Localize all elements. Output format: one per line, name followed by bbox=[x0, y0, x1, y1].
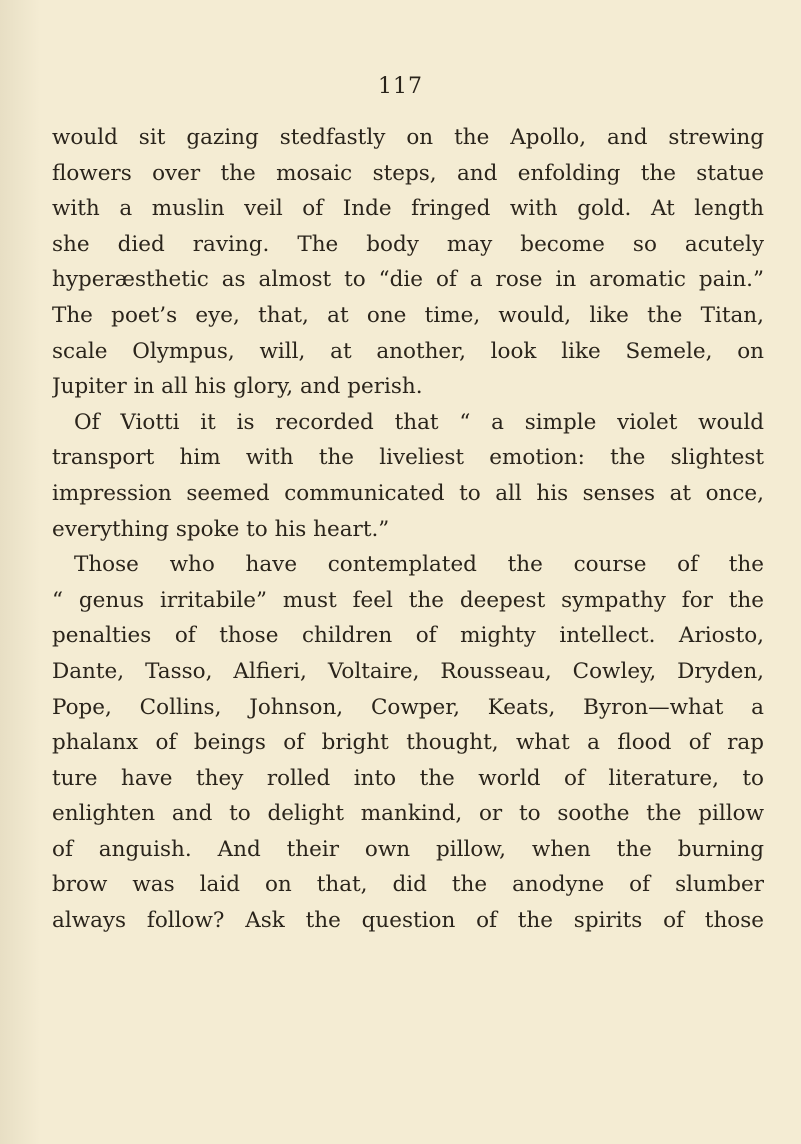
text-line: Of Viotti it is recorded that “ a simple violet would bbox=[74, 409, 764, 435]
text-line: flowers over the mosaic steps, and enfolding the statue bbox=[52, 160, 764, 186]
text-line: The poet’s eye, that, at one time, would, like the Titan, bbox=[52, 302, 764, 328]
text-line: impression seemed communicated to all his senses at once, bbox=[52, 480, 764, 506]
text-line: of anguish. And their own pillow, when the burning bbox=[52, 836, 764, 862]
body-text bbox=[52, 120, 764, 939]
text-line: phalanx of beings of bright thought, what a flood of rap bbox=[52, 730, 764, 756]
text-line: brow was laid on that, did the anodyne of slumber bbox=[52, 872, 764, 898]
text-line: she died raving. The body may become so acutely bbox=[52, 231, 764, 257]
text-line: transport him with the liveliest emotion: the slightest bbox=[52, 445, 764, 471]
text-line: Jupiter in all his glory, and perish. bbox=[52, 374, 423, 400]
text-line: would sit gazing stedfastly on the Apollo, and strewing bbox=[52, 125, 764, 150]
text-line: always follow? Ask the question of the spirits of those bbox=[52, 908, 764, 934]
text-line: enlighten and to delight mankind, or to soothe the pillow bbox=[52, 801, 764, 827]
text-line: everything spoke to his heart.” bbox=[52, 516, 390, 542]
text-line: scale Olympus, will, at another, look like Semele, on bbox=[52, 338, 764, 364]
text-line: ture have they rolled into the world of literature, to bbox=[52, 765, 764, 791]
text-line: penalties of those children of mighty intellect. Ariosto, bbox=[52, 623, 764, 649]
page-number: 117 bbox=[378, 74, 423, 99]
text-line: Those who have contemplated the course of the bbox=[74, 552, 764, 578]
text-line: Pope, Collins, Johnson, Cowper, Keats, Byron—what a bbox=[52, 694, 764, 720]
text-line: Dante, Tasso, Alfieri, Voltaire, Rousseau, Cowley, Dryden, bbox=[52, 658, 764, 684]
text-line: “ genus irritabile” must feel the deepest sympathy for the bbox=[52, 587, 764, 613]
text-line: hyperæsthetic as almost to “die of a rose in aromatic pain.” bbox=[52, 267, 764, 293]
text-line: with a muslin veil of Inde fringed with gold. At length bbox=[52, 196, 764, 222]
